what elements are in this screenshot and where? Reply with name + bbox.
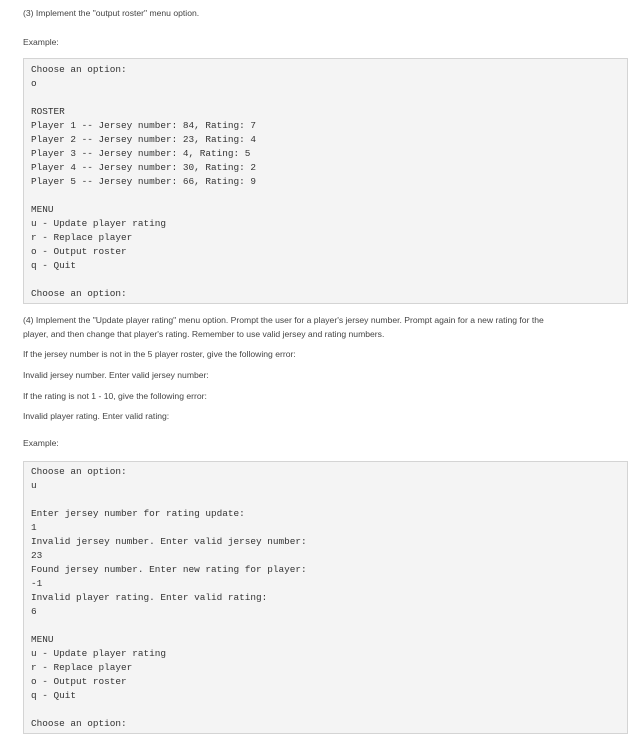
- code-line: MENU: [31, 634, 54, 645]
- code-line: ROSTER: [31, 106, 65, 117]
- code-line: u: [31, 480, 37, 491]
- code-line: Found jersey number. Enter new rating for player:: [31, 564, 307, 575]
- code-line: u - Update player rating: [31, 648, 167, 659]
- code-line: Player 5 -- Jersey number: 66, Rating: 9: [31, 176, 257, 187]
- code-line: Player 4 -- Jersey number: 30, Rating: 2: [31, 162, 257, 173]
- code-line: o: [31, 78, 37, 89]
- code-line: Choose an option:: [31, 64, 127, 75]
- section-3-example-label: Example:: [23, 37, 59, 47]
- code-line: 1: [31, 522, 37, 533]
- code-line: Invalid jersey number. Enter valid jersey number:: [31, 536, 307, 547]
- section-4-code-example: [23, 461, 628, 734]
- code-line: o - Output roster: [31, 676, 127, 687]
- code-line: r - Replace player: [31, 662, 133, 673]
- code-line: u - Update player rating: [31, 218, 167, 229]
- rating-error-message: Invalid player rating. Enter valid rating:: [23, 411, 170, 421]
- jersey-error-message: Invalid jersey number. Enter valid jersey number:: [23, 370, 209, 380]
- section-3-heading: (3) Implement the "output roster" menu option.: [23, 8, 200, 18]
- section-4-example-label: Example:: [23, 438, 59, 448]
- code-line: 23: [31, 550, 43, 561]
- section-4-heading-line-1: (4) Implement the "Update player rating" menu option. Prompt the user for a player's jersey number. Prompt again for a new rating for the: [23, 315, 544, 325]
- section-4-heading-line-2: player, and then change that player's rating. Remember to use valid jersey and rating numbers.: [23, 329, 385, 339]
- code-line: o - Output roster: [31, 246, 127, 257]
- code-line: Choose an option:: [31, 718, 127, 729]
- code-line: Player 1 -- Jersey number: 84, Rating: 7: [31, 120, 257, 131]
- code-line: Choose an option:: [31, 288, 127, 299]
- section-3-code-example: [23, 58, 628, 304]
- code-line: Invalid player rating. Enter valid rating:: [31, 592, 268, 603]
- rating-error-condition: If the rating is not 1 - 10, give the following error:: [23, 391, 207, 401]
- code-line: q - Quit: [31, 690, 77, 701]
- code-line: Player 3 -- Jersey number: 4, Rating: 5: [31, 148, 251, 159]
- code-line: 6: [31, 606, 37, 617]
- code-line: Enter jersey number for rating update:: [31, 508, 245, 519]
- code-line: -1: [31, 578, 43, 589]
- code-line: q - Quit: [31, 260, 77, 271]
- code-line: MENU: [31, 204, 54, 215]
- code-line: Choose an option:: [31, 466, 127, 477]
- code-line: r - Replace player: [31, 232, 133, 243]
- jersey-error-condition: If the jersey number is not in the 5 player roster, give the following error:: [23, 349, 296, 359]
- code-line: Player 2 -- Jersey number: 23, Rating: 4: [31, 134, 257, 145]
